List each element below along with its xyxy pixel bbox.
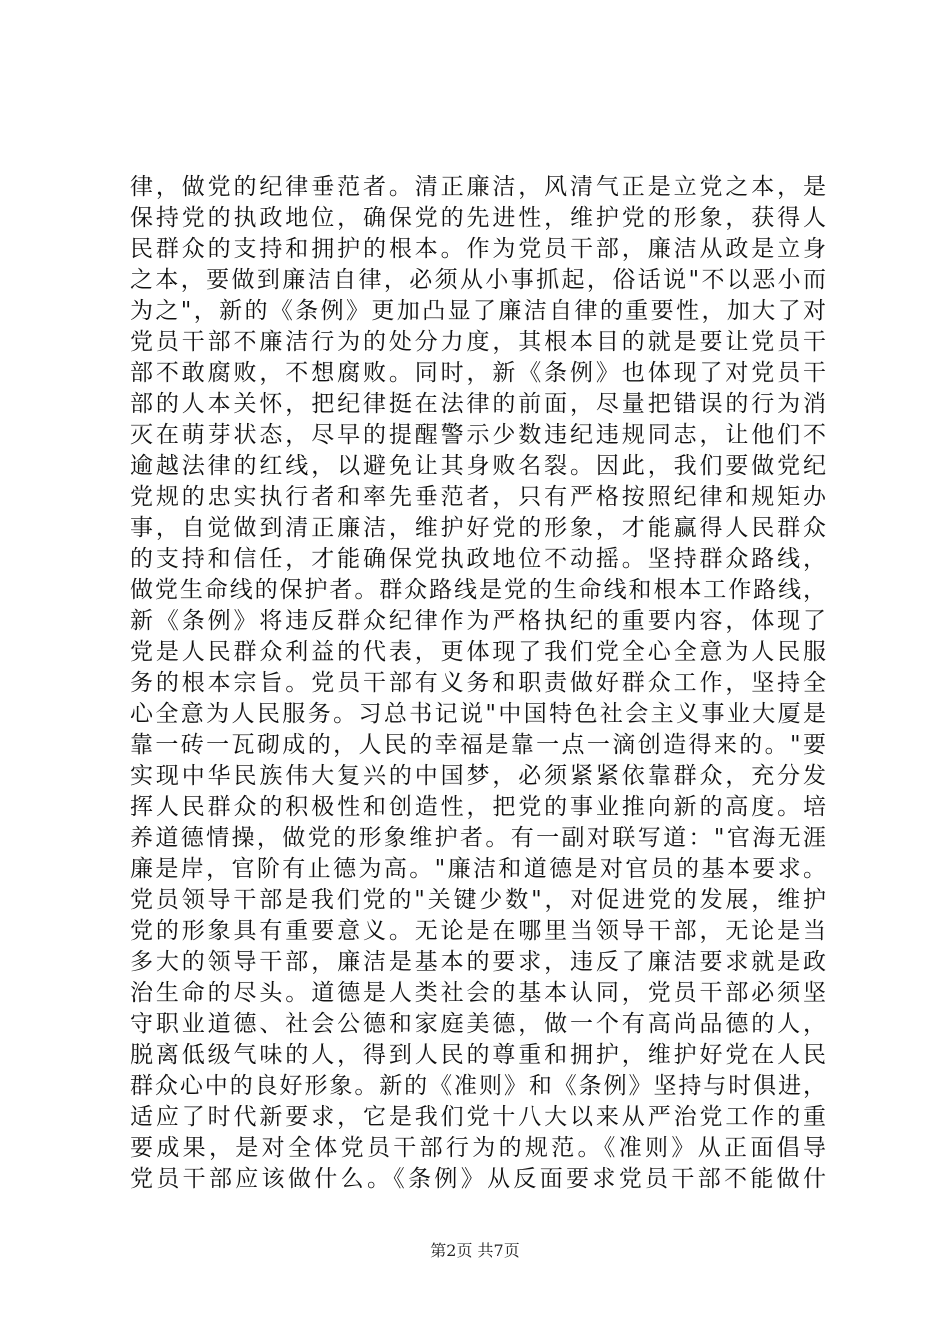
text-line: 的支持和信任，才能确保党执政地位不动摇。坚持群众路线，: [130, 546, 826, 572]
text-line: 部的人本关怀，把纪律挺在法律的前面，尽量把错误的行为消: [130, 391, 826, 417]
text-line: 群众心中的良好形象。新的《准则》和《条例》坚持与时俱进，: [130, 1073, 826, 1099]
text-line: 脱离低级气味的人，得到人民的尊重和拥护，维护好党在人民: [130, 1042, 826, 1068]
text-line: 实现中华民族伟大复兴的中国梦，必须紧紧依靠群众，充分发: [130, 763, 826, 789]
text-line: 党规的忠实执行者和率先垂范者，只有严格按照纪律和规矩办: [130, 484, 826, 510]
text-line: 做党生命线的保护者。群众路线是党的生命线和根本工作路线，: [130, 577, 826, 603]
text-line: 党员领导干部是我们党的"关键少数"，对促进党的发展，维护: [130, 887, 826, 913]
text-line: 要成果，是对全体党员干部行为的规范。《准则》从正面倡导: [130, 1135, 826, 1161]
text-line: 多大的领导干部，廉洁是基本的要求，违反了廉洁要求就是政: [130, 949, 826, 975]
text-line: 逾越法律的红线，以避免让其身败名裂。因此，我们要做党纪: [130, 453, 826, 479]
text-line: 为之"，新的《条例》更加凸显了廉洁自律的重要性，加大了对: [130, 298, 826, 324]
text-line: 党的形象具有重要意义。无论是在哪里当领导干部，无论是当: [130, 918, 826, 944]
text-line: 之本，要做到廉洁自律，必须从小事抓起，俗话说"不以恶小而: [130, 267, 826, 293]
text-line: 心全意为人民服务。习总书记说"中国特色社会主义事业大厦是: [130, 701, 826, 727]
text-line: 廉是岸，官阶有止德为高。"廉洁和道德是对官员的基本要求。: [130, 856, 826, 882]
text-line: 党员干部不廉洁行为的处分力度，其根本目的就是要让党员干: [130, 329, 826, 355]
text-line: 务的根本宗旨。党员干部有义务和职责做好群众工作，坚持全: [130, 670, 826, 696]
text-line: 事，自觉做到清正廉洁，维护好党的形象，才能赢得人民群众: [130, 515, 826, 541]
text-line: 挥人民群众的积极性和创造性，把党的事业推向新的高度。培: [130, 794, 826, 820]
text-line: 律，做党的纪律垂范者。清正廉洁，风清气正是立党之本，是: [130, 174, 826, 200]
text-line: 灭在萌芽状态，尽早的提醒警示少数违纪违规同志，让他们不: [130, 422, 826, 448]
text-line: 部不敢腐败，不想腐败。同时，新《条例》也体现了对党员干: [130, 360, 826, 386]
text-line: 守职业道德、社会公德和家庭美德，做一个有高尚品德的人，: [130, 1011, 826, 1037]
text-line: 党是人民群众利益的代表，更体现了我们党全心全意为人民服: [130, 639, 826, 665]
text-line: 适应了时代新要求，它是我们党十八大以来从严治党工作的重: [130, 1104, 826, 1130]
text-line: 养道德情操，做党的形象维护者。有一副对联写道："官海无涯: [130, 825, 826, 851]
text-line: 保持党的执政地位，确保党的先进性，维护党的形象，获得人: [130, 205, 826, 231]
text-line: 治生命的尽头。道德是人类社会的基本认同，党员干部必须坚: [130, 980, 826, 1006]
text-line: 民群众的支持和拥护的根本。作为党员干部，廉洁从政是立身: [130, 236, 826, 262]
body-text: [130, 172, 826, 1195]
text-line: 新《条例》将违反群众纪律作为严格执纪的重要内容，体现了: [130, 608, 826, 634]
text-line: 党员干部应该做什么。《条例》从反面要求党员干部不能做什: [130, 1166, 826, 1192]
page-number-footer: 第2页 共7页: [430, 1241, 520, 1260]
text-line: 靠一砖一瓦砌成的，人民的幸福是靠一点一滴创造得来的。"要: [130, 732, 826, 758]
